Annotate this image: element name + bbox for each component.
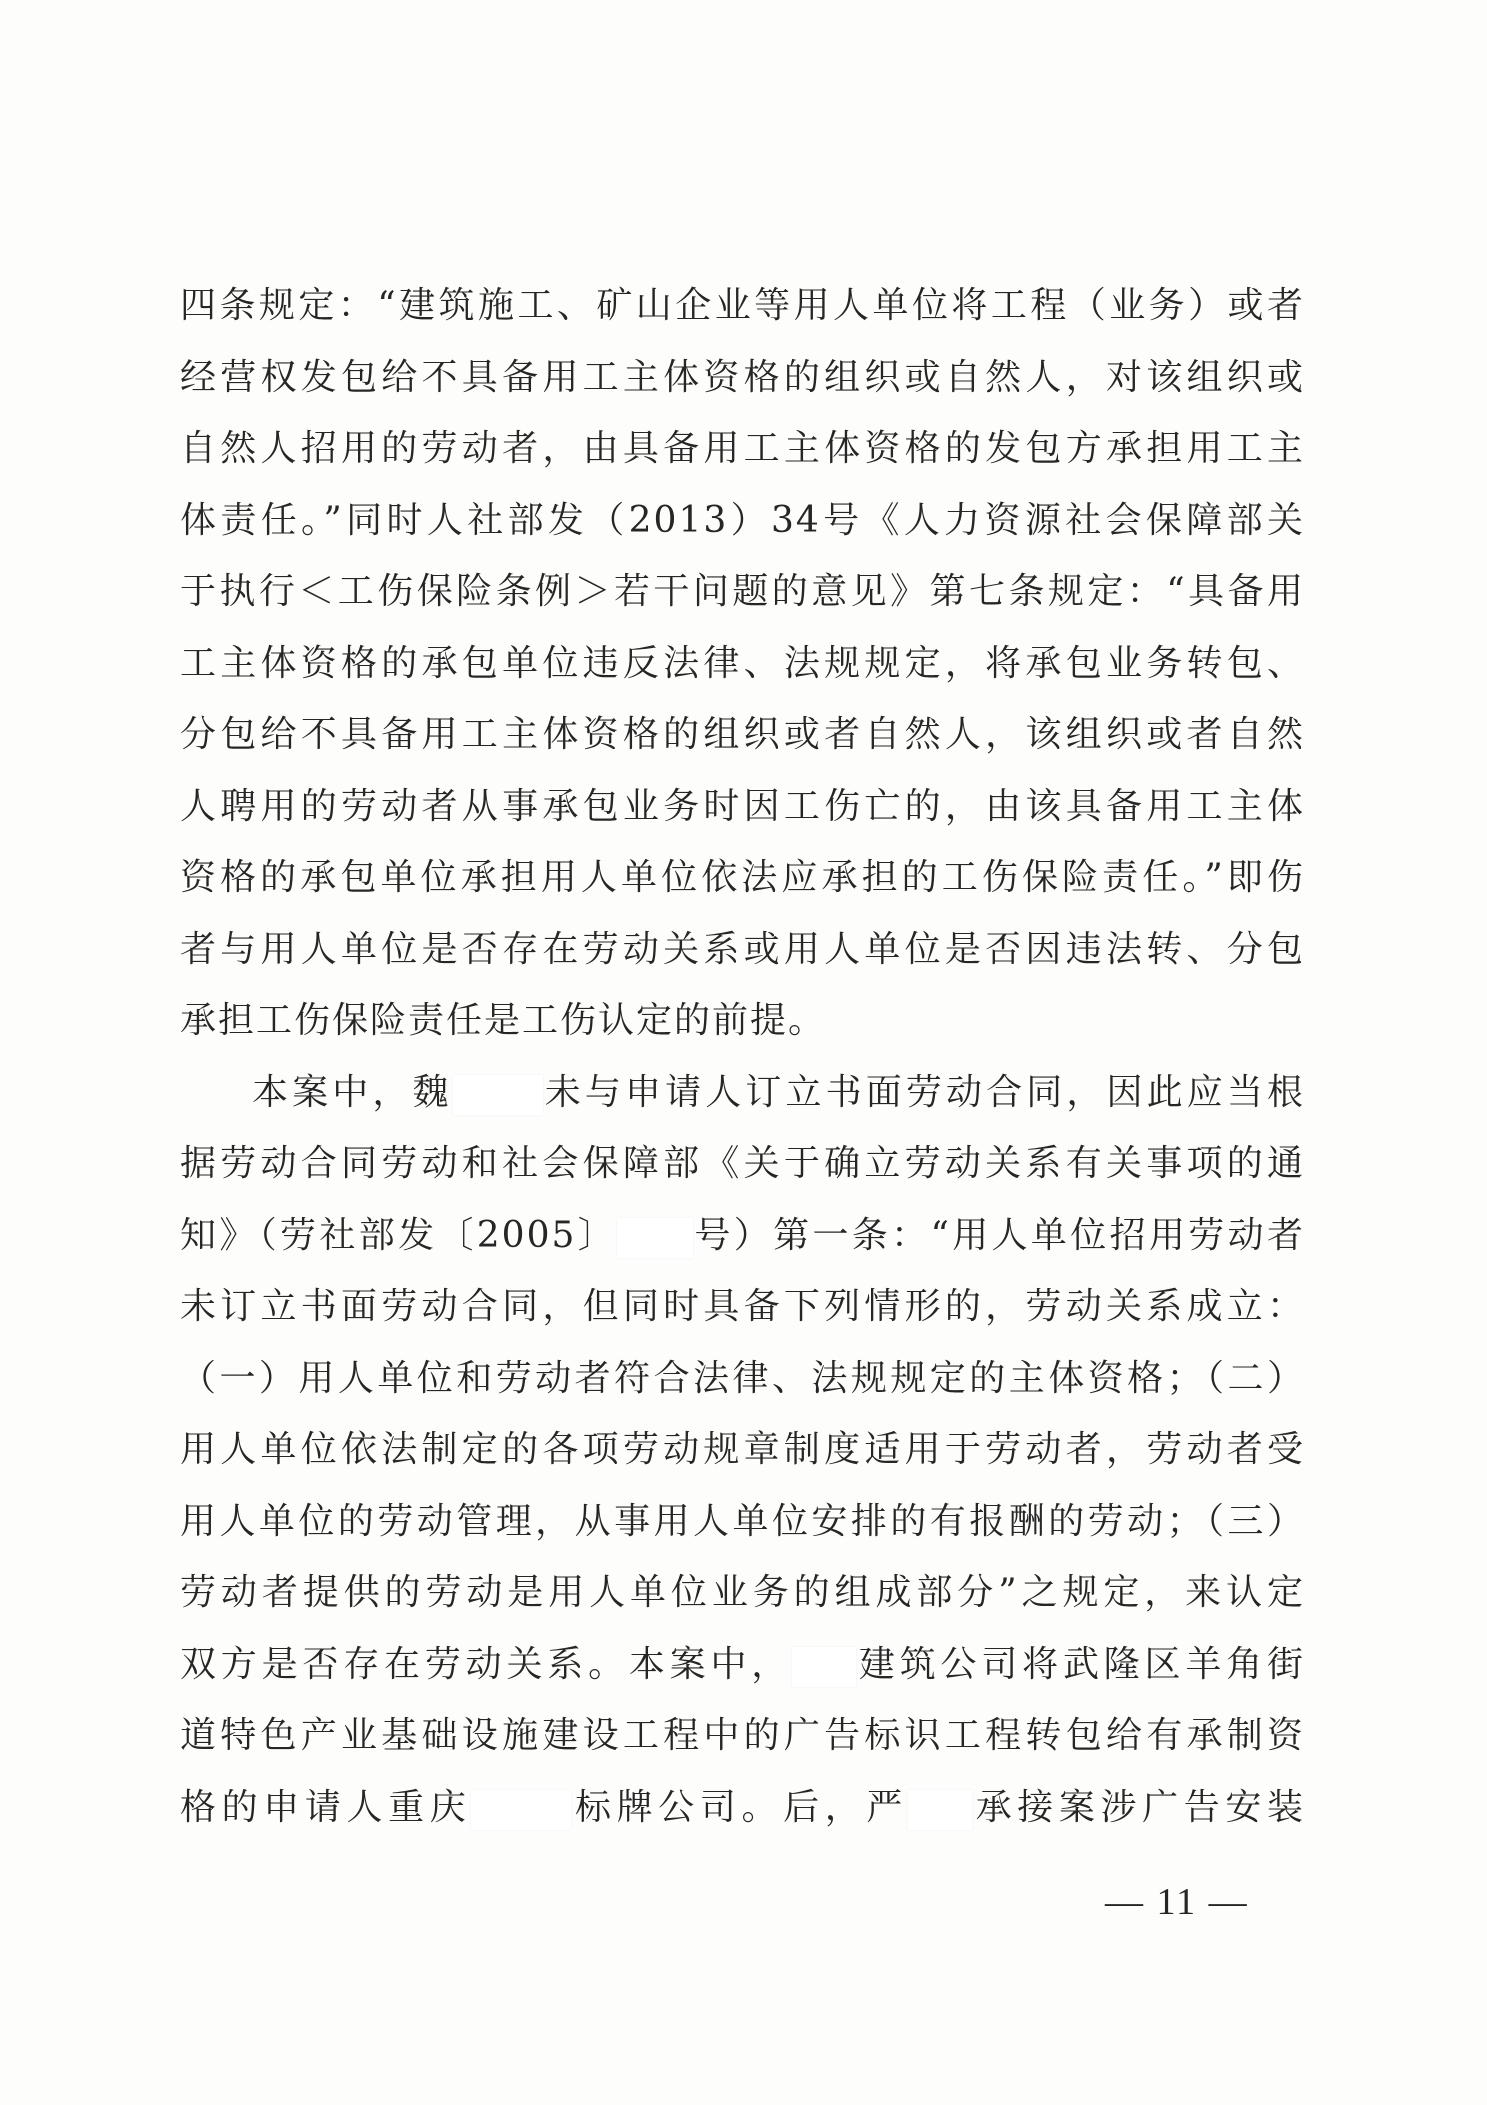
text-line	[180, 1200, 1305, 1272]
text-line: 自然人招用的劳动者，由具备用工主体资格的发包方承担用工主	[180, 428, 1305, 469]
text-line: 分包给不具备用工主体资格的组织或者自然人，该组织或者自然	[180, 714, 1305, 755]
text-line: 四条规定：“建筑施工、矿山企业等用人单位将工程（业务）或者	[180, 285, 1305, 326]
text-line: 人聘用的劳动者从事承包业务时因工伤亡的，由该具备用工主体	[180, 785, 1305, 827]
text-line	[180, 1629, 1305, 1701]
text-segment: 标牌公司。后，严	[571, 1786, 908, 1828]
page-number: — 11 —	[1105, 1881, 1249, 1923]
text-segment: 承接案涉广告安装	[971, 1786, 1305, 1828]
redaction-box	[471, 1790, 571, 1830]
text-line: 道特色产业基础设施建设工程中的广告标识工程转包给有承制资	[180, 1715, 1305, 1756]
text-segment: 双方是否存在劳动关系。本案中，	[180, 1643, 793, 1685]
redaction-box	[792, 1647, 856, 1687]
text-line: 工主体资格的承包单位违反法律、法规规定，将承包业务转包、	[180, 642, 1305, 684]
body-text	[180, 270, 1305, 1843]
text-line: 于执行＜工伤保险条例＞若干问题的意见》第七条规定：“具备用	[180, 571, 1305, 612]
text-line: 体责任。”同时人社部发（2013）34号《人力资源社会保障部关	[180, 499, 1305, 541]
text-segment: 未与申请人订立书面劳动合同，因此应当根	[542, 1071, 1305, 1113]
text-segment: 建筑公司将武隆区羊角街	[856, 1643, 1305, 1685]
text-line: 承担工伤保险责任是工伤认定的前提。	[180, 1000, 827, 1041]
text-line: 未订立书面劳动合同，但同时具备下列情形的，劳动关系成立：	[180, 1286, 1305, 1327]
redaction-box	[617, 1218, 693, 1258]
text-line: 据劳动合同劳动和社会保障部《关于确立劳动关系有关事项的通	[180, 1143, 1305, 1184]
text-line	[180, 1057, 1305, 1129]
text-line: （一）用人单位和劳动者符合法律、法规规定的主体资格；（二）	[180, 1357, 1305, 1399]
text-line: 劳动者提供的劳动是用人单位业务的组成部分”之规定，来认定	[180, 1572, 1305, 1613]
text-segment: 格的申请人重庆	[180, 1786, 472, 1828]
text-line: 经营权发包给不具备用工主体资格的组织或自然人，对该组织或	[180, 356, 1305, 398]
text-segment: 知》（劳社部发〔2005〕	[180, 1214, 618, 1256]
text-segment: 本案中，魏	[252, 1071, 453, 1113]
text-line: 资格的承包单位承担用人单位依法应承担的工伤保险责任。”即伤	[180, 857, 1305, 898]
text-line	[180, 1772, 1305, 1844]
text-line: 用人单位的劳动管理，从事用人单位安排的有报酬的劳动；（三）	[180, 1500, 1305, 1542]
text-line: 者与用人单位是否存在劳动关系或用人单位是否因违法转、分包	[180, 928, 1305, 970]
text-segment: 号）第一条：“用人单位招用劳动者	[693, 1214, 1305, 1256]
text-line: 用人单位依法制定的各项劳动规章制度适用于劳动者，劳动者受	[180, 1429, 1305, 1470]
redaction-box	[908, 1790, 972, 1830]
redaction-box	[453, 1075, 543, 1115]
